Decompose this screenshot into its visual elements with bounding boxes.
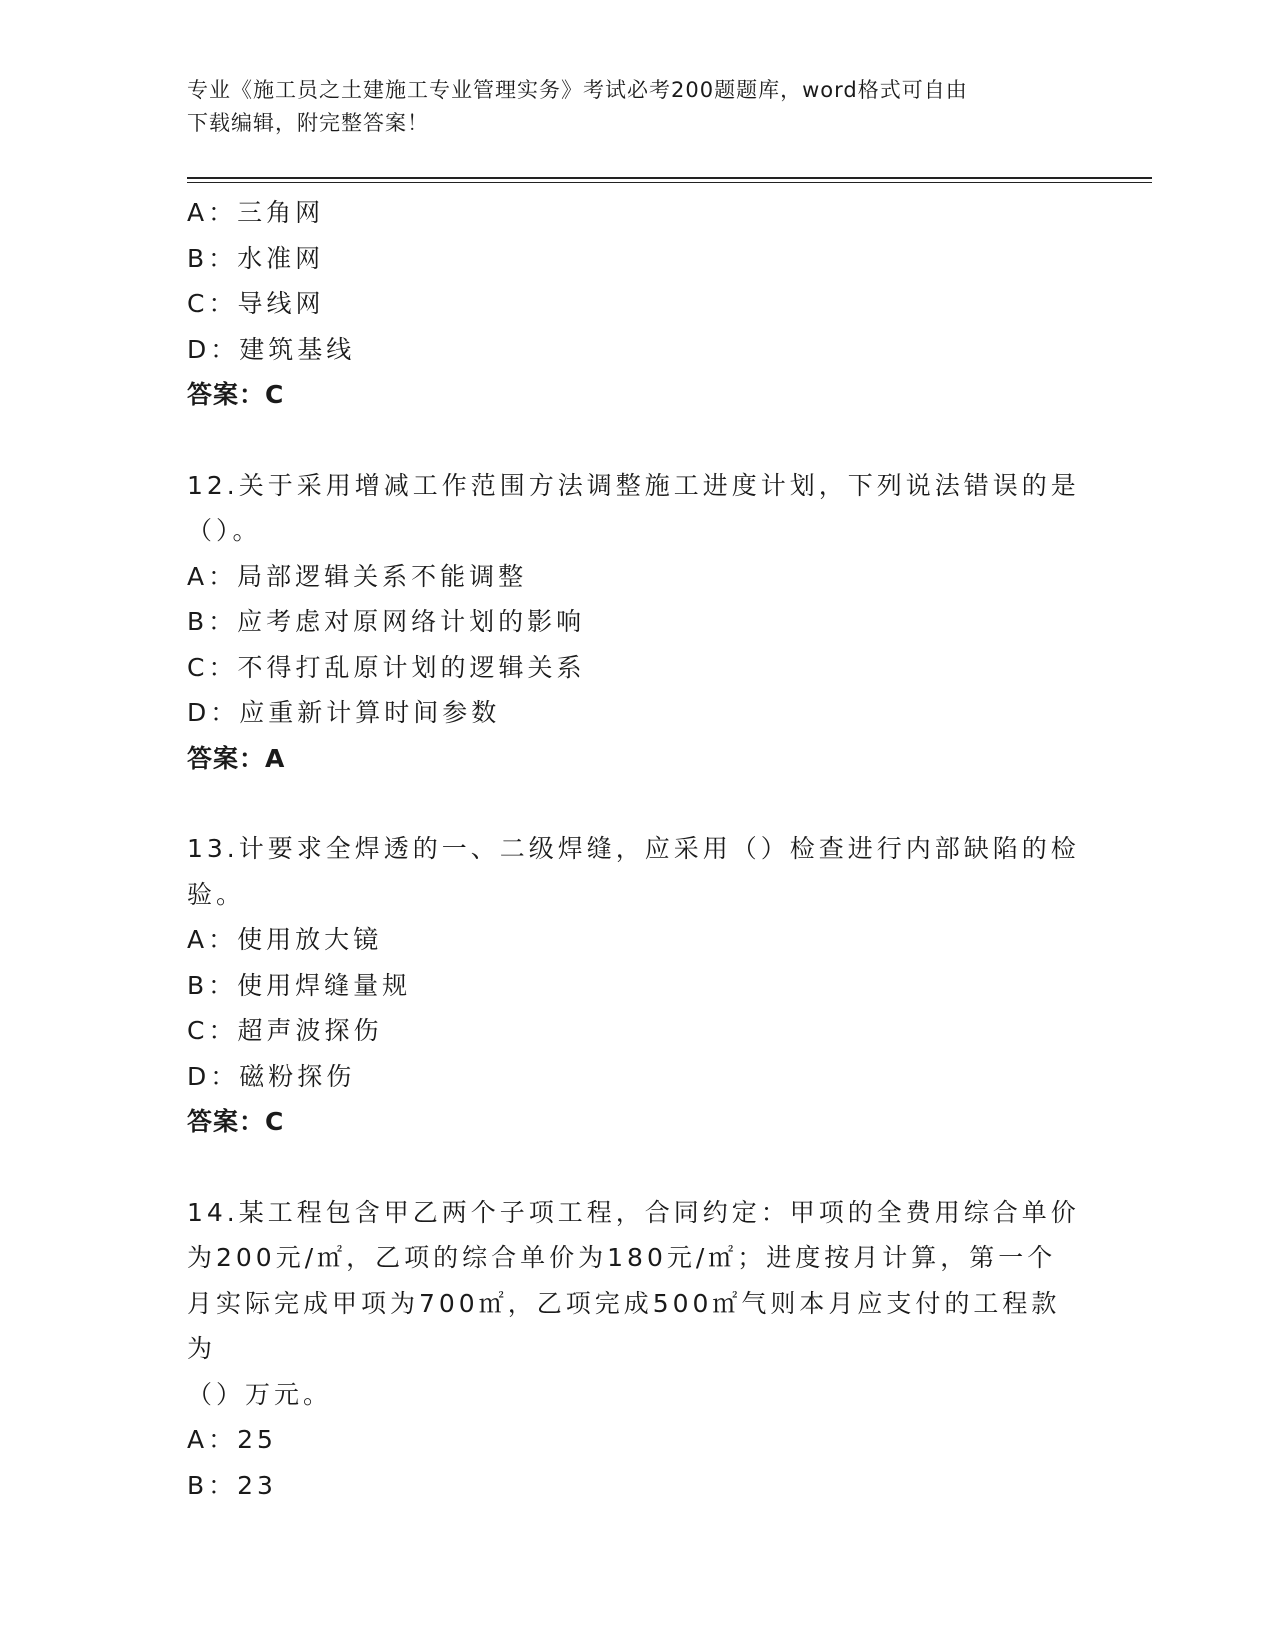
question-spacer	[187, 418, 1087, 463]
option-c: C：导线网	[187, 289, 325, 318]
question-stem-line: 14.某工程包含甲乙两个子项工程，合同约定：甲项的全费用综合单价	[187, 1197, 1080, 1227]
question-stem-line: 验。	[187, 879, 246, 909]
question-stem-line: （）万元。	[187, 1379, 333, 1409]
header-divider-thick	[187, 177, 1152, 179]
option-b: B：23	[187, 1470, 277, 1500]
option-a: A：25	[187, 1425, 277, 1454]
option-c: C：不得打乱原计划的逻辑关系	[187, 652, 586, 682]
option-b: B：水准网	[187, 243, 325, 273]
document-header	[187, 74, 1067, 140]
header-title-line-2: 下载编辑，附完整答案！	[187, 111, 429, 135]
option-c: C：超声波探伤	[187, 1016, 383, 1045]
option-d: D：应重新计算时间参数	[187, 698, 501, 727]
option-b: B：应考虑对原网络计划的影响	[187, 607, 586, 636]
question-11	[187, 190, 1087, 418]
question-stem-line: （）。	[187, 516, 262, 545]
question-14	[187, 1190, 1087, 1509]
option-b: B：使用焊缝量规	[187, 970, 412, 1000]
option-a: A：局部逻辑关系不能调整	[187, 561, 528, 591]
question-stem-line: 13.计要求全焊透的一、二级焊缝，应采用（）检查进行内部缺陷的检	[187, 834, 1080, 863]
answer: 答案：C	[187, 1107, 285, 1136]
answer: 答案：C	[187, 380, 285, 409]
header-title-line-1: 专业《施工员之土建施工专业管理实务》考试必考200题题库，word格式可自由	[187, 78, 968, 102]
option-a: A：使用放大镜	[187, 925, 383, 954]
answer: 答案：A	[187, 743, 286, 773]
question-spacer	[187, 781, 1087, 826]
option-a: A：三角网	[187, 198, 325, 227]
option-d: D：建筑基线	[187, 334, 356, 364]
question-list	[187, 190, 1087, 1508]
option-d: D：磁粉探伤	[187, 1061, 356, 1091]
question-12	[187, 463, 1087, 782]
question-stem-line: 月实际完成甲项为700㎡，乙项完成500㎡气则本月应支付的工程款为	[187, 1288, 1061, 1363]
question-spacer	[187, 1145, 1087, 1190]
question-stem-line: 12.关于采用增减工作范围方法调整施工进度计划，下列说法错误的是	[187, 470, 1080, 500]
question-stem-line: 为200元/㎡，乙项的综合单价为180元/㎡；进度按月计算，第一个	[187, 1243, 1057, 1272]
question-13	[187, 826, 1087, 1145]
header-divider-thin	[187, 182, 1152, 183]
